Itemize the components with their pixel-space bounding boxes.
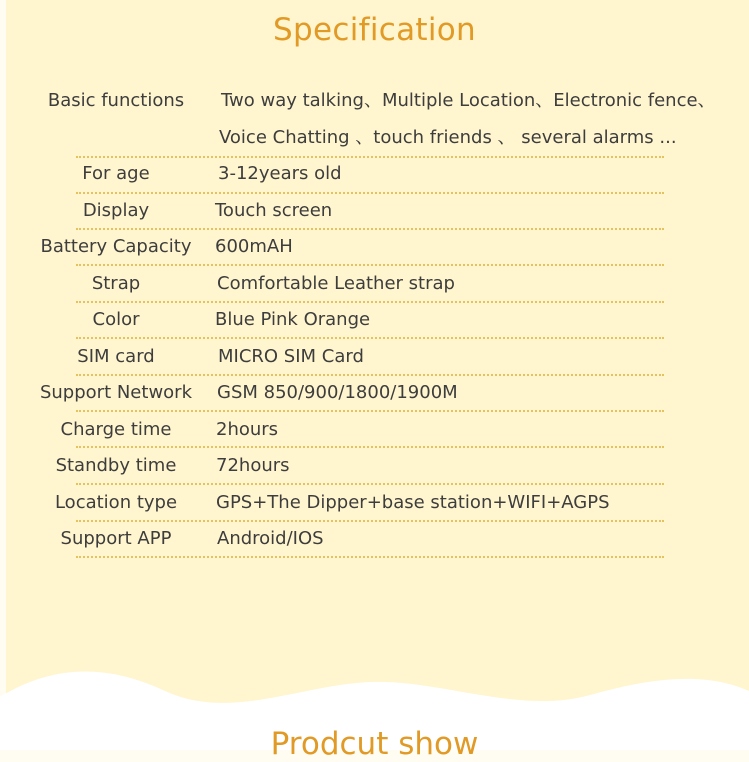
dotted-divider bbox=[76, 446, 664, 448]
spec-value: Comfortable Leather strap bbox=[217, 273, 455, 294]
dotted-divider bbox=[76, 156, 664, 158]
spec-label: Battery Capacity bbox=[40, 236, 192, 257]
spec-value: MICRO SIM Card bbox=[218, 346, 364, 367]
spec-label: Basic functions bbox=[47, 90, 185, 111]
next-section-title: Prodcut show bbox=[270, 726, 479, 762]
spec-row-battery bbox=[0, 236, 749, 272]
section-title: Specification bbox=[273, 12, 476, 48]
spec-row-strap bbox=[0, 273, 749, 309]
spec-value: Touch screen bbox=[215, 200, 333, 221]
spec-row-basic-functions bbox=[0, 90, 749, 126]
spec-label: Charge time bbox=[60, 419, 172, 440]
spec-label: Display bbox=[82, 200, 150, 221]
dotted-divider bbox=[76, 556, 664, 558]
dotted-divider bbox=[76, 301, 664, 303]
spec-label: For age bbox=[82, 163, 150, 184]
dotted-divider bbox=[76, 483, 664, 485]
dotted-divider bbox=[76, 374, 664, 376]
spec-label: Standby time bbox=[55, 455, 177, 476]
spec-value: 3-12years old bbox=[218, 163, 342, 184]
spec-value: 2hours bbox=[216, 419, 279, 440]
spec-value: 72hours bbox=[216, 455, 290, 476]
spec-row-charge-time bbox=[0, 419, 749, 455]
spec-label: Support Network bbox=[39, 382, 193, 403]
spec-row-standby-time bbox=[0, 455, 749, 491]
dotted-divider bbox=[76, 410, 664, 412]
spec-row-support-app bbox=[0, 528, 749, 564]
spec-label: Strap bbox=[91, 273, 141, 294]
spec-label: Support APP bbox=[60, 528, 172, 549]
spec-label: Color bbox=[92, 309, 140, 330]
spec-row-sim-card bbox=[0, 346, 749, 382]
spec-value: GPS+The Dipper+base station+WIFI+AGPS bbox=[216, 492, 610, 513]
dotted-divider bbox=[76, 337, 664, 339]
spec-value-line2: Voice Chatting 、touch friends 、 several alarms ... bbox=[219, 127, 677, 148]
spec-value: 600mAH bbox=[215, 236, 293, 257]
spec-row-support-network bbox=[0, 382, 749, 418]
dotted-divider bbox=[76, 228, 664, 230]
spec-row-color bbox=[0, 309, 749, 345]
dotted-divider bbox=[76, 192, 664, 194]
dotted-divider bbox=[76, 264, 664, 266]
spec-value: Two way talking、Multiple Location、Electronic fence、 bbox=[221, 90, 716, 111]
dotted-divider bbox=[76, 520, 664, 522]
spec-value: GSM 850/900/1800/1900M bbox=[217, 382, 458, 403]
spec-value: Blue Pink Orange bbox=[215, 309, 371, 330]
spec-row-display bbox=[0, 200, 749, 236]
spec-value: Android/IOS bbox=[217, 528, 324, 549]
spec-label: Location type bbox=[54, 492, 178, 513]
spec-label: SIM card bbox=[77, 346, 155, 367]
spec-row-location-type bbox=[0, 492, 749, 528]
